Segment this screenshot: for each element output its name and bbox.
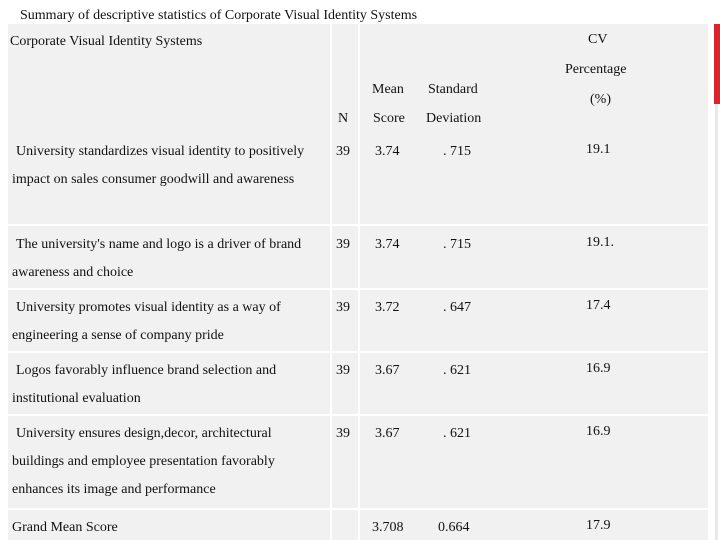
row-cv: 16.9 <box>586 361 611 376</box>
row-sd: . 715 <box>443 237 471 252</box>
header-mean: Mean <box>372 82 404 97</box>
grand-cv-value: 17.9 <box>586 518 611 533</box>
row-label: University ensures design,decor, architectural buildings and employee presentation favorably enhances its image and performance <box>12 426 275 497</box>
table-caption: Summary of descriptive statistics of Corporate Visual Identity Systems <box>20 8 418 23</box>
row-sd: . 715 <box>443 144 471 159</box>
header-deviation: Deviation <box>426 111 482 126</box>
header-cv-percentage: Percentage <box>565 62 627 77</box>
row-label: University standardizes visual identity to positively impact on sales consumer goodwill and awareness <box>12 144 305 187</box>
grand-sd-value: 0.664 <box>438 520 470 535</box>
row-n: 39 <box>336 426 350 441</box>
row-mean: 3.74 <box>375 144 400 159</box>
statistics-table <box>8 24 708 540</box>
row-label: The university's name and logo is a driver of brand awareness and choice <box>12 237 302 280</box>
row-divider <box>8 508 708 510</box>
row-n: 39 <box>336 363 350 378</box>
row-mean: 3.74 <box>375 237 400 252</box>
row-sd: . 621 <box>443 426 471 441</box>
row-n: 39 <box>336 144 350 159</box>
header-n: N <box>338 111 349 126</box>
row-mean: 3.67 <box>375 363 400 378</box>
grand-mean-value: 3.708 <box>372 520 404 535</box>
row-divider <box>8 351 708 353</box>
row-n: 39 <box>336 237 350 252</box>
row-cv: 19.1. <box>586 235 614 250</box>
row-n: 39 <box>336 300 350 315</box>
column-divider <box>330 24 332 540</box>
header-label-column: Corporate Visual Identity Systems <box>10 34 203 49</box>
accent-bar <box>714 24 720 104</box>
row-label: Logos favorably influence brand selection and institutional evaluation <box>12 363 277 406</box>
row-mean: 3.67 <box>375 426 400 441</box>
header-cv: CV <box>588 32 608 47</box>
grand-mean-label: Grand Mean Score <box>12 520 118 535</box>
row-cv: 19.1 <box>586 142 611 157</box>
row-sd: . 621 <box>443 363 471 378</box>
row-mean: 3.72 <box>375 300 400 315</box>
row-cv: 17.4 <box>586 298 611 313</box>
header-cv-unit: (%) <box>590 92 611 107</box>
column-divider <box>358 24 360 540</box>
row-divider <box>8 414 708 416</box>
row-divider <box>8 224 708 226</box>
row-divider <box>8 288 708 290</box>
row-cv: 16.9 <box>586 424 611 439</box>
header-standard: Standard <box>428 82 478 97</box>
header-score: Score <box>373 111 405 126</box>
edge-line <box>715 104 718 540</box>
row-label: University promotes visual identity as a way of engineering a sense of company pride <box>12 300 281 343</box>
row-sd: . 647 <box>443 300 471 315</box>
